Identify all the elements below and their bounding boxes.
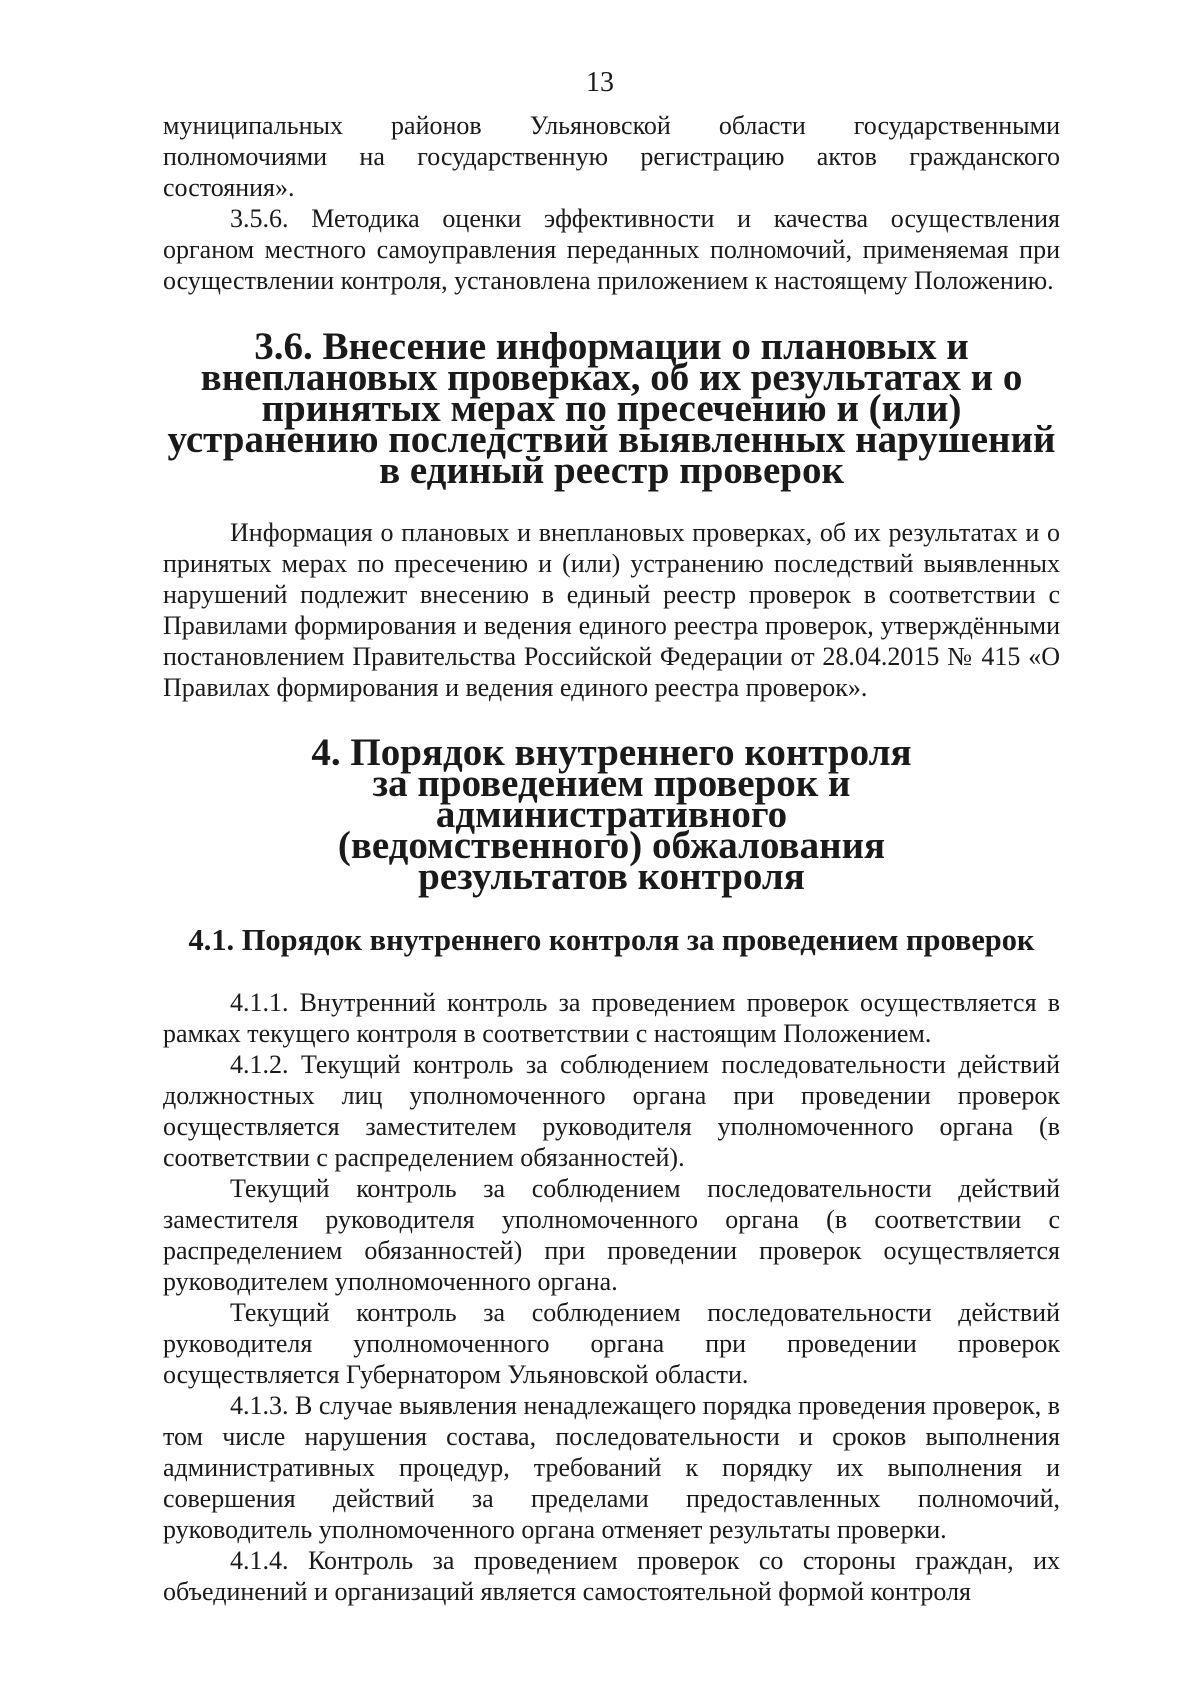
section-heading-4-1: 4.1. Порядок внутреннего контроля за проведением проверок — [188, 923, 1035, 957]
section-heading-4: 4. Порядок внутреннего контроля за проведением проверок и административного (ведомственного) обжалования результатов контроля — [311, 731, 912, 898]
paragraph-4-1-3: 4.1.3. В случае выявления ненадлежащего порядка проведения проверок, в том числе нарушения состава, последовательности и сроков выполнения административных процедур, требований к порядку их выполнения и совершения действий за пределами предоставленных полномочий, руководитель уполномоченного органа отменяет результаты проверки. — [163, 1391, 1060, 1544]
paragraph-head-control: Текущий контроль за соблюдением последовательности действий руководителя уполномоченного органа при проведении проверок осуществляется Губернатором Ульяновской области. — [163, 1298, 1060, 1389]
document-body — [163, 110, 1060, 1607]
page-number: 13 — [586, 67, 614, 98]
paragraph-4-1-1: 4.1.1. Внутренний контроль за проведением проверок осуществляется в рамках текущего контроля в соответствии с настоящим Положением. — [163, 988, 1060, 1048]
paragraph-4-1-4: 4.1.4. Контроль за проведением проверок со стороны граждан, их объединений и организаций является самостоятельной формой контроля — [163, 1546, 1060, 1606]
paragraph-continuation: муниципальных районов Ульяновской области государственными полномочиями на государственную регистрацию актов гражданского состояния». — [163, 111, 1060, 202]
section-heading-3-6: 3.6. Внесение информации о плановых и внеплановых проверках, об их результатах и о принятых мерах по пресечению и (или) устранению последствий выявленных нарушений в единый реестр проверок — [167, 325, 1056, 492]
paragraph-registry-info: Информация о плановых и внеплановых проверках, об их результатах и о принятых мерах по пресечению и (или) устранению последствий выявленных нарушений подлежит внесению в единый реестр проверок в соответствии с Правилами формирования и ведения единого реестра проверок, утверждёнными постановлением Правительства Российской Федерации от 28.04.2015 № 415 «О Правилах формирования и ведения единого реестра проверок». — [163, 518, 1060, 702]
paragraph-4-1-2: 4.1.2. Текущий контроль за соблюдением последовательности действий должностных лиц уполномоченного органа при проведении проверок осуществляется заместителем руководителя уполномоченного органа (в соответствии с распределением обязанностей). — [163, 1050, 1060, 1172]
paragraph-deputy-control: Текущий контроль за соблюдением последовательности действий заместителя руководителя уполномоченного органа (в соответствии с распределением обязанностей) при проведении проверок осуществляется руководителем уполномоченного органа. — [163, 1174, 1060, 1296]
paragraph-3-5-6: 3.5.6. Методика оценки эффективности и качества осуществления органом местного самоуправления переданных полномочий, применяемая при осуществлении контроля, установлена приложением к настоящему Положению. — [163, 204, 1060, 295]
